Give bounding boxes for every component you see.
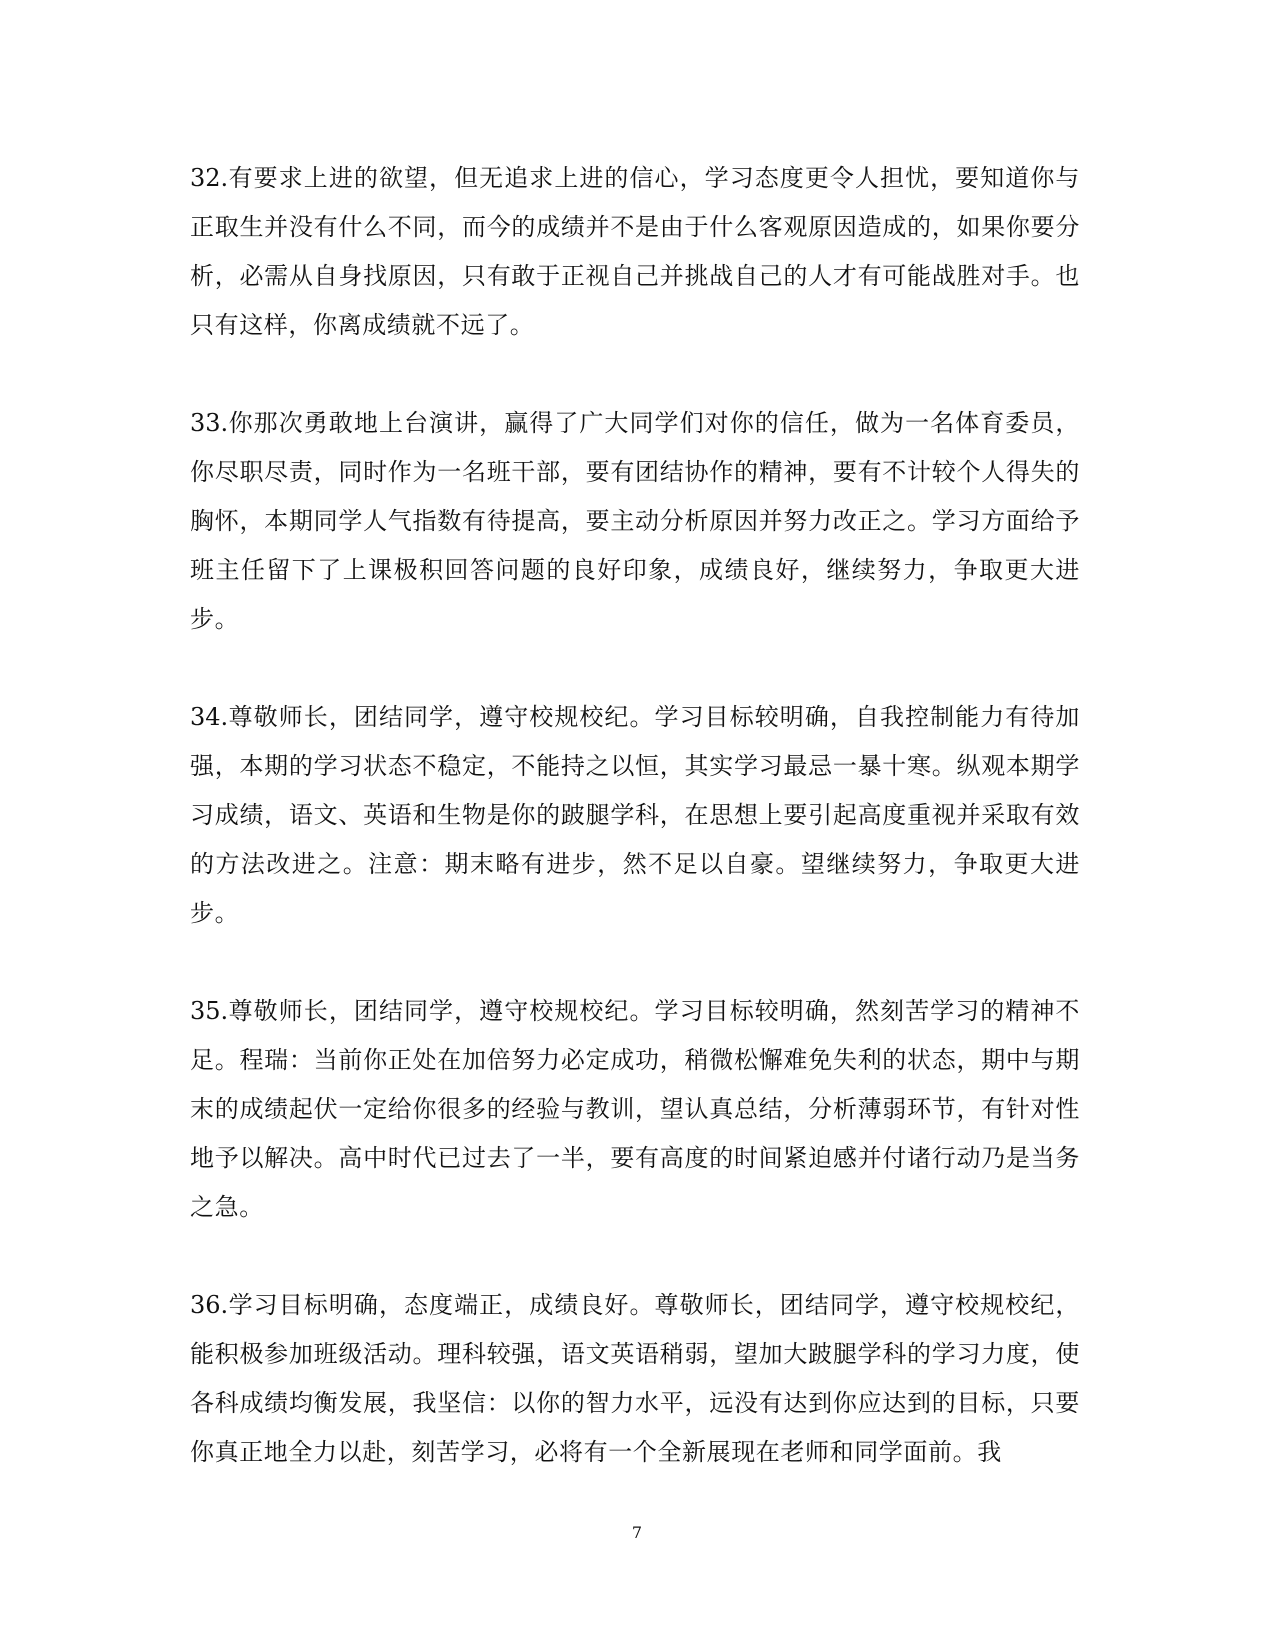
paragraph-text: 尊敬师长，团结同学，遵守校规校纪。学习目标较明确，自我控制能力有待加强，本期的学习状态不稳定，不能持之以恒，其实学习最忌一暴十寒。纵观本期学习成绩，语文、英语和生物是你的跛腿学科，在思想上要引起高度重视并采取有效的方法改进之。注意：期末略有进步，然不足以自豪。望继续努力，争取更大进步。 bbox=[190, 703, 1080, 927]
paragraph-text: 有要求上进的欲望，但无追求上进的信心，学习态度更令人担忧，要知道你与正取生并没有什么不同，而今的成绩并不是由于什么客观原因造成的，如果你要分析，必需从自身找原因，只有敢于正视自己并挑战自己的人才有可能战胜对手。也只有这样，你离成绩就不远了。 bbox=[190, 164, 1080, 339]
paragraph-number: 32. bbox=[190, 164, 229, 192]
paragraph-number: 34. bbox=[190, 703, 229, 731]
page-number: 7 bbox=[631, 1523, 643, 1542]
comment-paragraph-34 bbox=[190, 693, 1080, 938]
paragraph-text: 学习目标明确，态度端正，成绩良好。尊敬师长，团结同学，遵守校规校纪，能积极参加班级活动。理科较强，语文英语稍弱，望加大跛腿学科的学习力度，使各科成绩均衡发展，我坚信：以你的智力水平，远没有达到你应达到的目标，只要你真正地全力以赴，刻苦学习，必将有一个全新展现在老师和同学面前。我 bbox=[190, 1291, 1080, 1466]
paragraph-number: 33. bbox=[190, 409, 229, 437]
comment-paragraph-32 bbox=[190, 154, 1080, 350]
comment-paragraph-35 bbox=[190, 987, 1080, 1232]
comment-paragraph-33 bbox=[190, 399, 1080, 644]
comment-paragraph-36 bbox=[190, 1281, 1080, 1477]
document-body bbox=[190, 154, 1080, 1526]
paragraph-text: 尊敬师长，团结同学，遵守校规校纪。学习目标较明确，然刻苦学习的精神不足。程瑞：当前你正处在加倍努力必定成功，稍微松懈难免失利的状态，期中与期末的成绩起伏一定给你很多的经验与教训，望认真总结，分析薄弱环节，有针对性地予以解决。高中时代已过去了一半，要有高度的时间紧迫感并付诸行动乃是当务之急。 bbox=[190, 997, 1080, 1221]
paragraph-number: 35. bbox=[190, 997, 229, 1025]
paragraph-number: 36. bbox=[190, 1291, 229, 1319]
paragraph-text: 你那次勇敢地上台演讲，赢得了广大同学们对你的信任，做为一名体育委员，你尽职尽责，同时作为一名班干部，要有团结协作的精神，要有不计较个人得失的胸怀，本期同学人气指数有待提高，要主动分析原因并努力改正之。学习方面给予班主任留下了上课极积回答问题的良好印象，成绩良好，继续努力，争取更大进步。 bbox=[190, 409, 1080, 633]
